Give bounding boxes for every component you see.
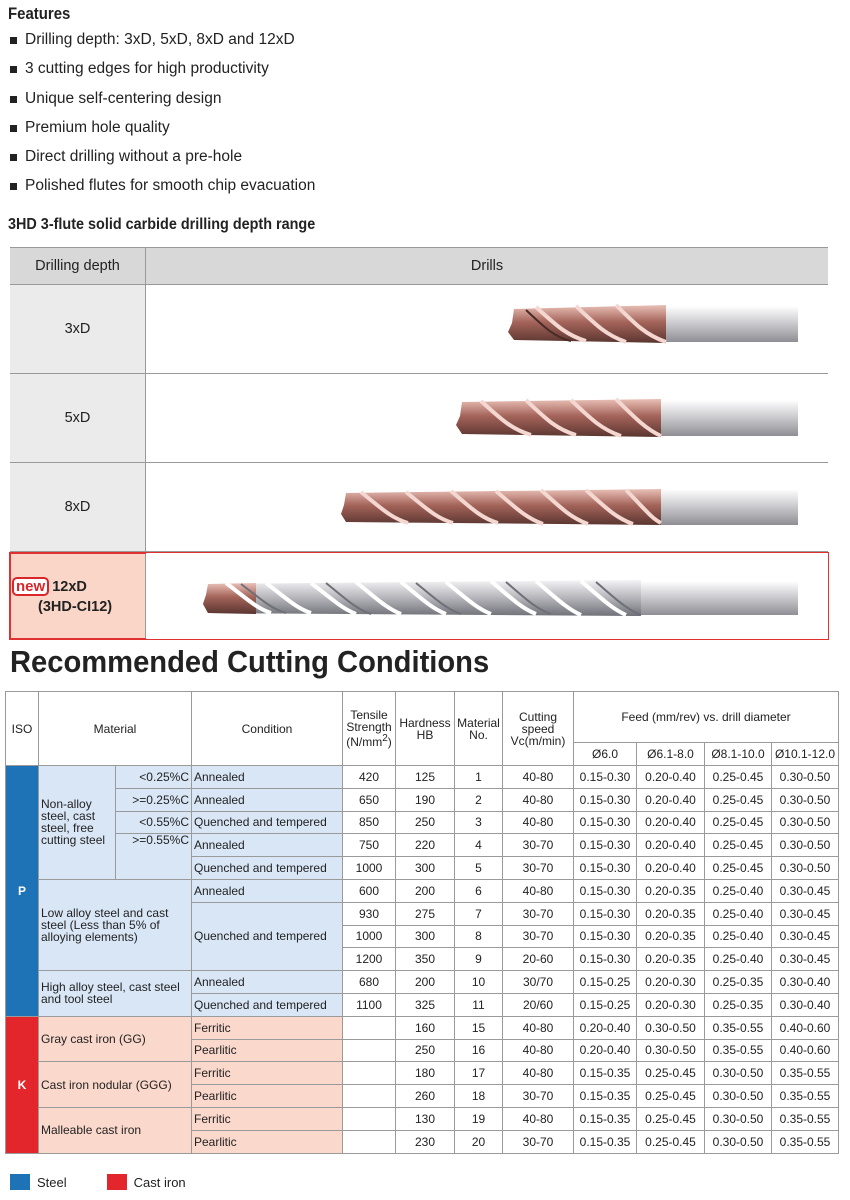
tensile-cell xyxy=(343,1130,396,1153)
depth-range-table xyxy=(10,247,828,639)
condition-cell: Pearlitic xyxy=(192,1085,343,1108)
cast-iron-swatch-icon xyxy=(107,1174,127,1190)
tensile-cell: 600 xyxy=(343,879,396,902)
speed-cell: 40-80 xyxy=(503,811,574,834)
feature-item: Direct drilling without a pre-hole xyxy=(8,148,315,177)
feed-cell: 0.30-0.50 xyxy=(705,1107,772,1130)
condition-cell: Annealed xyxy=(192,788,343,811)
feed-cell: 0.40-0.60 xyxy=(772,1016,839,1039)
depth-label-new xyxy=(10,553,146,639)
feed-cell: 0.15-0.30 xyxy=(574,766,637,789)
material-no-cell: 8 xyxy=(455,925,503,948)
hardness-cell: 180 xyxy=(396,1062,455,1085)
material-no-cell: 3 xyxy=(455,811,503,834)
steel-swatch-icon xyxy=(10,1174,30,1190)
condition-cell: Pearlitic xyxy=(192,1039,343,1062)
feed-cell: 0.30-0.50 xyxy=(705,1085,772,1108)
feed-cell: 0.20-0.40 xyxy=(637,788,705,811)
tensile-cell: 1100 xyxy=(343,993,396,1016)
feed-cell: 0.25-0.40 xyxy=(705,925,772,948)
material-no-cell: 4 xyxy=(455,834,503,857)
hardness-cell: 230 xyxy=(396,1130,455,1153)
feed-cell: 0.25-0.45 xyxy=(705,834,772,857)
material-nonalloy: Non-alloy steel, cast steel, free cutting steel xyxy=(39,766,116,880)
tensile-cell: 1200 xyxy=(343,948,396,971)
drill-3xd-icon xyxy=(146,285,829,373)
material-no-cell: 6 xyxy=(455,879,503,902)
hardness-cell: 325 xyxy=(396,993,455,1016)
header-cutting-speed: Cutting speed Vc(m/min) xyxy=(503,692,574,766)
speed-cell: 20/60 xyxy=(503,993,574,1016)
hardness-cell: 250 xyxy=(396,1039,455,1062)
depth-row-8xd xyxy=(10,463,828,552)
feed-cell: 0.30-0.45 xyxy=(772,948,839,971)
speed-cell: 40-80 xyxy=(503,788,574,811)
header-feed: Feed (mm/rev) vs. drill diameter xyxy=(574,692,839,743)
material-no-cell: 20 xyxy=(455,1130,503,1153)
feed-cell: 0.25-0.40 xyxy=(705,879,772,902)
feed-cell: 0.20-0.40 xyxy=(637,834,705,857)
material-malleable: Malleable cast iron xyxy=(39,1107,192,1153)
drill-image-5xd xyxy=(146,374,828,462)
tensile-cell xyxy=(343,1016,396,1039)
col-drilling-depth: Drilling depth xyxy=(10,248,146,284)
square-bullet-icon xyxy=(10,183,17,190)
feature-item: 3 cutting edges for high productivity xyxy=(8,60,315,89)
features-title: Features xyxy=(8,4,71,23)
table-row xyxy=(6,1016,839,1039)
hardness-cell: 260 xyxy=(396,1085,455,1108)
condition-cell: Annealed xyxy=(192,879,343,902)
legend xyxy=(10,1174,186,1190)
material-no-cell: 19 xyxy=(455,1107,503,1130)
new-product-code: (3HD-CI12) xyxy=(38,599,113,615)
condition-cell: Quenched and tempered xyxy=(192,993,343,1016)
condition-cell: Quenched and tempered xyxy=(192,902,343,970)
header-d3: Ø8.1-10.0 xyxy=(705,743,772,766)
hardness-cell: 220 xyxy=(396,834,455,857)
condition-cell: Annealed xyxy=(192,834,343,857)
material-no-cell: 5 xyxy=(455,857,503,880)
square-bullet-icon xyxy=(10,37,17,44)
header-material-no: Material No. xyxy=(455,692,503,766)
speed-cell: 40-80 xyxy=(503,766,574,789)
condition-cell: Pearlitic xyxy=(192,1130,343,1153)
tensile-cell: 1000 xyxy=(343,925,396,948)
legend-cast-iron: Cast iron xyxy=(133,1174,186,1190)
table-row xyxy=(6,1107,839,1130)
feed-cell: 0.15-0.35 xyxy=(574,1062,637,1085)
drill-image-3xd xyxy=(146,285,828,373)
feed-cell: 0.35-0.55 xyxy=(772,1085,839,1108)
feed-cell: 0.15-0.30 xyxy=(574,879,637,902)
speed-cell: 40-80 xyxy=(503,1016,574,1039)
depth-row-5xd xyxy=(10,374,828,463)
feed-cell: 0.20-0.35 xyxy=(637,902,705,925)
condition-cell: Quenched and tempered xyxy=(192,857,343,880)
col-drills: Drills xyxy=(470,258,504,274)
feed-cell: 0.30-0.50 xyxy=(772,811,839,834)
tensile-cell: 850 xyxy=(343,811,396,834)
feed-cell: 0.30-0.50 xyxy=(637,1039,705,1062)
feed-cell: 0.25-0.45 xyxy=(705,766,772,789)
feed-cell: 0.25-0.45 xyxy=(637,1107,705,1130)
header-tensile: Tensile Strength $(N/mm^2)$ xyxy=(343,692,396,766)
speed-cell: 40-80 xyxy=(503,1062,574,1085)
new-badge: new xyxy=(12,577,49,596)
hardness-cell: 125 xyxy=(396,766,455,789)
feature-item: Drilling depth: 3xD, 5xD, 8xD and 12xD xyxy=(8,31,315,60)
tensile-cell xyxy=(343,1039,396,1062)
material-no-cell: 18 xyxy=(455,1085,503,1108)
speed-cell: 30-70 xyxy=(503,1085,574,1108)
feed-cell: 0.35-0.55 xyxy=(772,1130,839,1153)
tensile-cell: 1000 xyxy=(343,857,396,880)
feed-cell: 0.20-0.35 xyxy=(637,879,705,902)
iso-k-cell: K xyxy=(6,1016,39,1153)
speed-cell: 30-70 xyxy=(503,925,574,948)
tensile-cell xyxy=(343,1085,396,1108)
drill-image-12xd xyxy=(146,553,828,639)
feed-cell: 0.30-0.40 xyxy=(772,971,839,994)
tensile-cell: 650 xyxy=(343,788,396,811)
material-no-cell: 16 xyxy=(455,1039,503,1062)
carbon-4: >=0.55%C xyxy=(116,834,192,880)
condition-cell: Annealed xyxy=(192,971,343,994)
feed-cell: 0.30-0.50 xyxy=(637,1016,705,1039)
header-iso: ISO xyxy=(6,692,39,766)
table-row xyxy=(6,879,839,902)
cutting-conditions-table xyxy=(5,691,839,1154)
table-row xyxy=(6,788,839,811)
legend-steel: Steel xyxy=(37,1174,67,1190)
feed-cell: 0.15-0.30 xyxy=(574,857,637,880)
speed-cell: 40-80 xyxy=(503,879,574,902)
tensile-cell xyxy=(343,1107,396,1130)
carbon-2: >=0.25%C xyxy=(116,788,192,811)
table-row xyxy=(6,811,839,834)
speed-cell: 40-80 xyxy=(503,1107,574,1130)
hardness-cell: 190 xyxy=(396,788,455,811)
feed-cell: 0.20-0.35 xyxy=(637,948,705,971)
feed-cell: 0.15-0.30 xyxy=(574,811,637,834)
feature-item: Premium hole quality xyxy=(8,119,315,148)
tensile-cell: 680 xyxy=(343,971,396,994)
tensile-cell: 930 xyxy=(343,902,396,925)
header-condition: Condition xyxy=(192,692,343,766)
feed-cell: 0.25-0.40 xyxy=(705,948,772,971)
feed-cell: 0.20-0.40 xyxy=(574,1039,637,1062)
feed-cell: 0.35-0.55 xyxy=(772,1107,839,1130)
depth-label: 8xD xyxy=(10,463,146,551)
depth-row-3xd xyxy=(10,285,828,374)
material-nodular: Cast iron nodular (GGG) xyxy=(39,1062,192,1108)
feed-cell: 0.30-0.50 xyxy=(705,1130,772,1153)
feed-cell: 0.40-0.60 xyxy=(772,1039,839,1062)
header-d4: Ø10.1-12.0 xyxy=(772,743,839,766)
condition-cell: Ferritic xyxy=(192,1107,343,1130)
drill-8xd-icon xyxy=(146,463,829,551)
material-no-cell: 7 xyxy=(455,902,503,925)
feed-cell: 0.15-0.30 xyxy=(574,902,637,925)
header-d1: Ø6.0 xyxy=(574,743,637,766)
carbon-3: <0.55%C xyxy=(116,811,192,834)
depth-range-header xyxy=(10,247,828,285)
table-row xyxy=(6,834,839,857)
material-no-cell: 1 xyxy=(455,766,503,789)
feed-cell: 0.20-0.35 xyxy=(637,925,705,948)
feed-cell: 0.20-0.40 xyxy=(637,766,705,789)
drill-image-8xd xyxy=(146,463,828,551)
depth-row-12xd-new xyxy=(10,553,828,639)
hardness-cell: 130 xyxy=(396,1107,455,1130)
feed-cell: 0.15-0.30 xyxy=(574,925,637,948)
tensile-cell: 420 xyxy=(343,766,396,789)
feed-cell: 0.15-0.35 xyxy=(574,1085,637,1108)
table-row xyxy=(6,1062,839,1085)
feed-cell: 0.30-0.45 xyxy=(772,902,839,925)
feed-cell: 0.30-0.40 xyxy=(772,993,839,1016)
feed-cell: 0.15-0.30 xyxy=(574,948,637,971)
header-d2: Ø6.1-8.0 xyxy=(637,743,705,766)
hardness-cell: 275 xyxy=(396,902,455,925)
feed-cell: 0.30-0.50 xyxy=(772,788,839,811)
material-no-cell: 15 xyxy=(455,1016,503,1039)
hardness-cell: 350 xyxy=(396,948,455,971)
depth-range-title: 3HD 3-flute solid carbide drilling depth range xyxy=(8,216,316,233)
feed-cell: 0.30-0.45 xyxy=(772,879,839,902)
header-material: Material xyxy=(39,692,192,766)
material-no-cell: 9 xyxy=(455,948,503,971)
condition-cell: Ferritic xyxy=(192,1062,343,1085)
table-row xyxy=(6,971,839,994)
feed-cell: 0.30-0.50 xyxy=(772,834,839,857)
hardness-cell: 160 xyxy=(396,1016,455,1039)
feed-cell: 0.15-0.25 xyxy=(574,971,637,994)
feed-cell: 0.25-0.35 xyxy=(705,971,772,994)
speed-cell: 30-70 xyxy=(503,834,574,857)
condition-cell: Quenched and tempered xyxy=(192,811,343,834)
feed-cell: 0.30-0.50 xyxy=(705,1062,772,1085)
square-bullet-icon xyxy=(10,96,17,103)
feed-cell: 0.25-0.45 xyxy=(637,1130,705,1153)
feed-cell: 0.15-0.35 xyxy=(574,1107,637,1130)
material-no-cell: 17 xyxy=(455,1062,503,1085)
feed-cell: 0.15-0.30 xyxy=(574,788,637,811)
feed-cell: 0.25-0.45 xyxy=(637,1062,705,1085)
drill-5xd-icon xyxy=(146,374,829,462)
material-no-cell: 11 xyxy=(455,993,503,1016)
hardness-cell: 200 xyxy=(396,971,455,994)
drill-12xd-icon xyxy=(146,553,829,639)
table-row xyxy=(6,766,839,789)
speed-cell: 20-60 xyxy=(503,948,574,971)
feed-cell: 0.35-0.55 xyxy=(705,1016,772,1039)
square-bullet-icon xyxy=(10,125,17,132)
condition-cell: Annealed xyxy=(192,766,343,789)
speed-cell: 30-70 xyxy=(503,1130,574,1153)
feed-cell: 0.20-0.40 xyxy=(574,1016,637,1039)
depth-label: 3xD xyxy=(10,285,146,373)
feed-cell: 0.25-0.45 xyxy=(705,788,772,811)
tensile-cell: 750 xyxy=(343,834,396,857)
feed-cell: 0.20-0.30 xyxy=(637,971,705,994)
new-depth-label: 12xD xyxy=(52,578,87,595)
feed-cell: 0.25-0.45 xyxy=(705,811,772,834)
material-highalloy: High alloy steel, cast steel and tool steel xyxy=(39,971,192,1017)
speed-cell: 40-80 xyxy=(503,1039,574,1062)
feed-cell: 0.30-0.45 xyxy=(772,925,839,948)
square-bullet-icon xyxy=(10,66,17,73)
feed-cell: 0.35-0.55 xyxy=(705,1039,772,1062)
cutting-conditions-title: Recommended Cutting Conditions xyxy=(10,644,490,679)
material-no-cell: 10 xyxy=(455,971,503,994)
feature-item: Unique self-centering design xyxy=(8,90,315,119)
feed-cell: 0.20-0.40 xyxy=(637,811,705,834)
material-gray: Gray cast iron (GG) xyxy=(39,1016,192,1062)
square-bullet-icon xyxy=(10,154,17,161)
condition-cell: Ferritic xyxy=(192,1016,343,1039)
feed-cell: 0.15-0.25 xyxy=(574,993,637,1016)
hardness-cell: 300 xyxy=(396,925,455,948)
feed-cell: 0.35-0.55 xyxy=(772,1062,839,1085)
depth-label: 5xD xyxy=(10,374,146,462)
header-hardness: Hardness HB xyxy=(396,692,455,766)
material-no-cell: 2 xyxy=(455,788,503,811)
feed-cell: 0.30-0.50 xyxy=(772,857,839,880)
feed-cell: 0.30-0.50 xyxy=(772,766,839,789)
speed-cell: 30/70 xyxy=(503,971,574,994)
feed-cell: 0.25-0.45 xyxy=(637,1085,705,1108)
feed-cell: 0.20-0.30 xyxy=(637,993,705,1016)
hardness-cell: 300 xyxy=(396,857,455,880)
carbon-1: <0.25%C xyxy=(116,766,192,789)
iso-p-cell: P xyxy=(6,766,39,1017)
features-list xyxy=(8,31,315,207)
feed-cell: 0.25-0.45 xyxy=(705,857,772,880)
feed-cell: 0.15-0.35 xyxy=(574,1130,637,1153)
material-lowalloy: Low alloy steel and cast steel (Less than 5% of alloying elements) xyxy=(39,879,192,970)
feed-cell: 0.20-0.40 xyxy=(637,857,705,880)
speed-cell: 30-70 xyxy=(503,857,574,880)
feature-item: Polished flutes for smooth chip evacuation xyxy=(8,177,315,206)
hardness-cell: 250 xyxy=(396,811,455,834)
feed-cell: 0.15-0.30 xyxy=(574,834,637,857)
hardness-cell: 200 xyxy=(396,879,455,902)
speed-cell: 30-70 xyxy=(503,902,574,925)
tensile-cell xyxy=(343,1062,396,1085)
feed-cell: 0.25-0.35 xyxy=(705,993,772,1016)
feed-cell: 0.25-0.40 xyxy=(705,902,772,925)
